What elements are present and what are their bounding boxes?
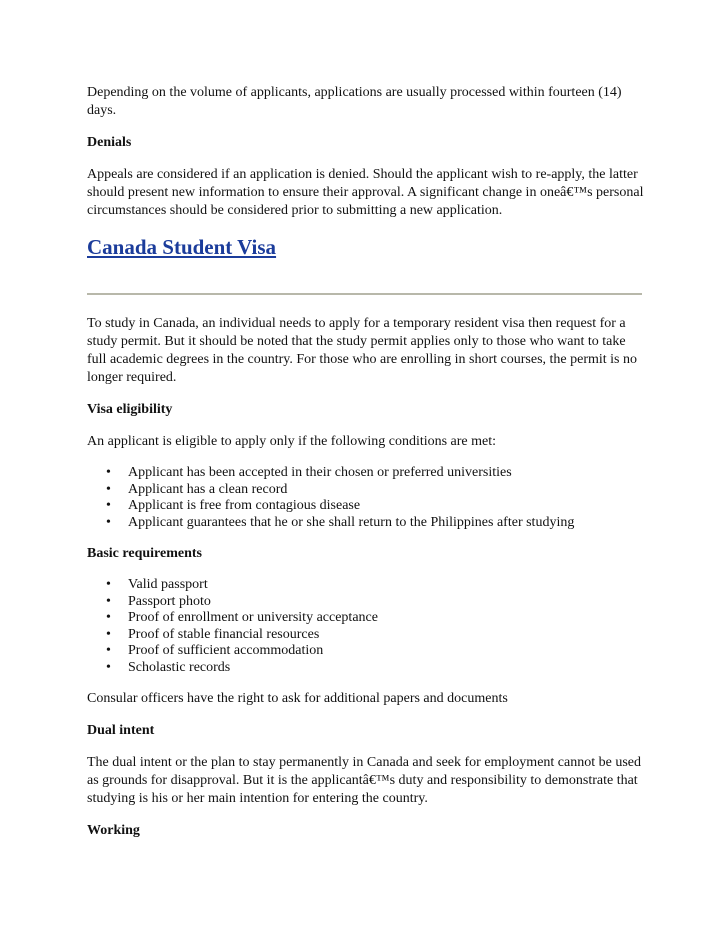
consular-note-paragraph: Consular officers have the right to ask for additional papers and documents [87,691,508,706]
list-item: • Applicant guarantees that he or she shall return to the Philippines after studying [128,515,647,532]
list-item: • Applicant has a clean record [128,482,647,499]
list-item: • Proof of sufficient accommodation [128,643,647,660]
dual-intent-paragraph: The dual intent or the plan to stay permanently in Canada and seek for employment cannot be used as grounds for disapproval. But it is the applicantâ€™s duty and responsibility to demonstrate that studying is his or her main intention for entering the country. [87,755,641,806]
visa-eligibility-heading: Visa eligibility [87,402,173,417]
requirements-list [87,577,647,676]
list-item: • Passport photo [128,594,647,611]
student-visa-intro-paragraph: To study in Canada, an individual needs to apply for a temporary resident visa then request for a study permit. But it should be noted that the study permit applies only to those who want to take full academic degrees in the country. For those who are enrolling in short courses, the permit is no longer required. [87,316,637,385]
list-item: • Proof of stable financial resources [128,627,647,644]
horizontal-rule [87,293,642,295]
list-item: • Applicant is free from contagious disease [128,498,647,515]
document-page [87,84,647,854]
denials-heading: Denials [87,135,132,150]
denials-paragraph: Appeals are considered if an application is denied. Should the applicant wish to re-apply, the latter should present new information to ensure their approval. A significant change in oneâ€™s personal circumstances should be considered prior to submitting a new application. [87,167,644,218]
processing-paragraph: Depending on the volume of applicants, applications are usually processed within fourteen (14) days. [87,85,622,118]
dual-intent-heading: Dual intent [87,723,155,738]
basic-requirements-heading: Basic requirements [87,546,202,561]
list-item: • Scholastic records [128,660,647,677]
eligibility-list [87,465,647,531]
list-item: • Proof of enrollment or university acceptance [128,610,647,627]
eligibility-lead-paragraph: An applicant is eligible to apply only if the following conditions are met: [87,434,497,449]
working-heading: Working [87,823,140,838]
canada-student-visa-link[interactable]: Canada Student Visa [87,235,277,259]
list-item: • Valid passport [128,577,647,594]
list-item: • Applicant has been accepted in their chosen or preferred universities [128,465,647,482]
